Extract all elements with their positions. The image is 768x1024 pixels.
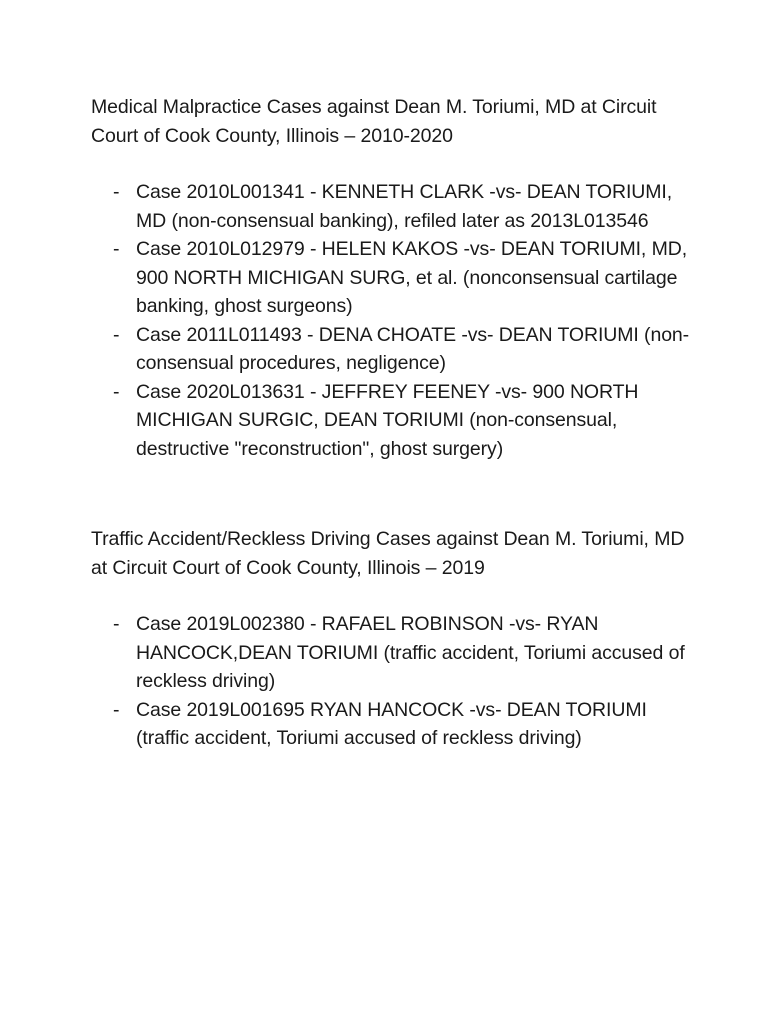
case-text: Case 2010L001341 - KENNETH CLARK -vs- DEAN TORIUMI, MD (non-consensual banking), refiled later as 2013L013546 (136, 181, 673, 232)
bullet-dash: - (113, 380, 120, 403)
case-text: Case 2011L011493 - DENA CHOATE -vs- DEAN TORIUMI (non-consensual procedures, negligence) (136, 323, 690, 374)
list-item (91, 178, 691, 235)
list-item (91, 321, 691, 378)
traffic-accident-section (91, 525, 691, 753)
bullet-dash: - (113, 613, 120, 635)
bullet-dash: - (113, 698, 120, 721)
bullet-dash: - (113, 323, 120, 346)
case-text: Case 2019L001695 RYAN HANCOCK -vs- DEAN TORIUMI (traffic accident, Toriumi accused of reckless driving) (136, 698, 647, 749)
list-item (91, 610, 691, 696)
case-text: Case 2020L013631 - JEFFREY FEENEY -vs- 900 NORTH MICHIGAN SURGIC, DEAN TORIUMI (non-consensual, destructive "reconstruction", ghost surgery) (136, 380, 639, 460)
list-item (91, 696, 691, 753)
medical-malpractice-section (91, 93, 691, 463)
case-text: Case 2019L002380 - RAFAEL ROBINSON -vs- RYAN HANCOCK,DEAN TORIUMI (traffic accident, Toriumi accused of reckless driving) (136, 613, 685, 692)
bullet-dash: - (113, 181, 120, 203)
list-item (91, 378, 691, 464)
bullet-dash: - (113, 238, 120, 260)
section-heading: Traffic Accident/Reckless Driving Cases against Dean M. Toriumi, MD at Circuit Court of Cook County, Illinois – 2019 (91, 528, 685, 579)
section-heading: Medical Malpractice Cases against Dean M. Toriumi, MD at Circuit Court of Cook County, Illinois – 2010-2020 (91, 96, 657, 147)
case-list (91, 610, 691, 753)
list-item (91, 235, 691, 321)
case-list (91, 178, 691, 463)
case-text: Case 2010L012979 - HELEN KAKOS -vs- DEAN TORIUMI, MD, 900 NORTH MICHIGAN SURG, et al. (nonconsensual cartilage banking, ghost surgeons) (136, 238, 688, 317)
